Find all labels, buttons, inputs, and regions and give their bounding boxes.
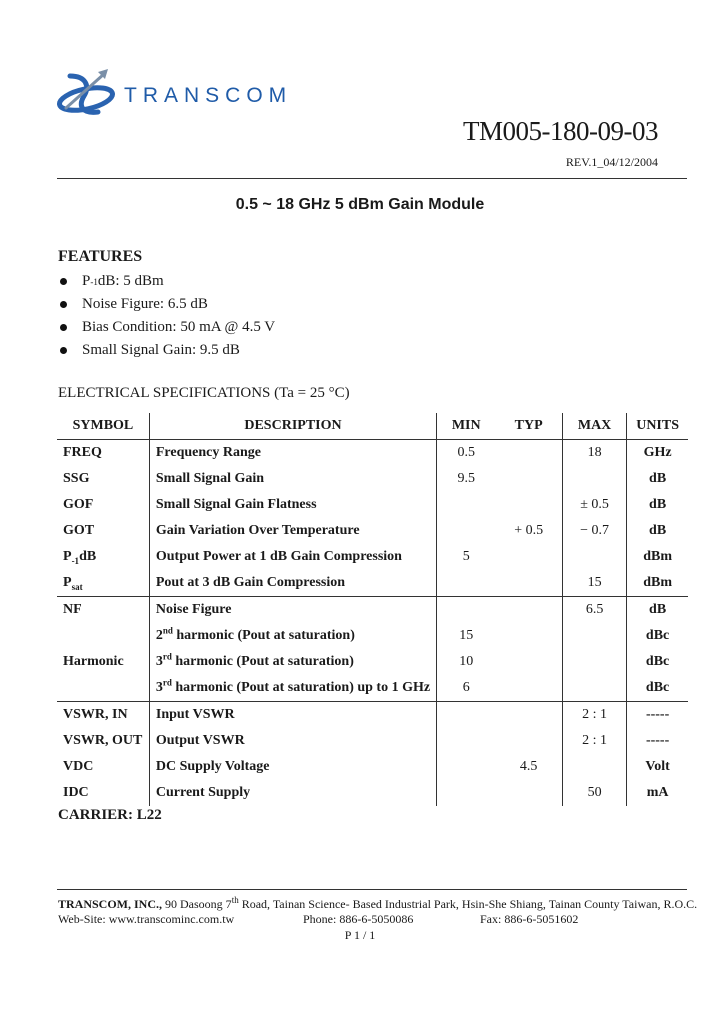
table-header-row — [57, 413, 688, 440]
transcom-logo-icon — [56, 66, 120, 120]
footer-address — [58, 897, 697, 912]
table-row: 2nd harmonic (Pout at saturation) 15 dBc — [57, 623, 688, 649]
table-row: GOT Gain Variation Over Temperature + 0.5 − 0.7 dB — [57, 518, 688, 544]
harmonic-desc: 3rd harmonic (Pout at saturation) up to 1 GHz — [149, 675, 436, 702]
column-header-units: UNITS — [627, 413, 688, 440]
carrier-label: CARRIER: L22 — [58, 807, 162, 823]
feature-item: Bias Condition: 50 mA @ 4.5 V — [58, 316, 275, 339]
table-row: $P_{-1}dB$ Output Power at 1 dB Gain Compression 5 dBm — [57, 544, 688, 570]
specifications-table — [57, 413, 688, 806]
column-header-typ: TYP — [495, 413, 562, 440]
column-header-max: MAX — [562, 413, 626, 440]
harmonic-desc: 2nd harmonic (Pout at saturation) — [149, 623, 436, 649]
column-header-symbol: SYMBOL — [57, 413, 149, 440]
table-row: GOF Small Signal Gain Flatness ± 0.5 dB — [57, 492, 688, 518]
feature-item: P -1 dB: 5 dBm — [58, 270, 275, 293]
symbol-p1db: $P_{-1}dB$ — [57, 544, 149, 570]
footer-contact — [58, 912, 688, 927]
table-row: FREQ Frequency Range 0.5 18 GHz — [57, 440, 688, 467]
document-title: 0.5 ~ 18 GHz 5 dBm Gain Module — [235, 196, 485, 213]
table-row: VSWR, IN Input VSWR 2 : 1 ----- — [57, 702, 688, 729]
header-divider — [57, 178, 687, 179]
table-row: $P_{sat}$ Pout at 3 dB Gain Compression 15 dBm — [57, 570, 688, 597]
table-row: VDC DC Supply Voltage 4.5 Volt — [57, 754, 688, 780]
table-row: Harmonic 3rd harmonic (Pout at saturation) 10 dBc — [57, 649, 688, 675]
column-header-description: DESCRIPTION — [149, 413, 436, 440]
company-logo — [56, 66, 292, 120]
table-row: VSWR, OUT Output VSWR 2 : 1 ----- — [57, 728, 688, 754]
column-header-min: MIN — [437, 413, 496, 440]
footer-fax: Fax: 886-6-5051602 — [480, 912, 579, 926]
footer-phone: Phone: 886-6-5050086 — [303, 912, 414, 926]
feature-item: Noise Figure: 6.5 dB — [58, 293, 275, 316]
specifications-heading: ELECTRICAL SPECIFICATIONS (Ta = 25 °C) — [58, 385, 350, 401]
footer-divider — [57, 889, 687, 890]
logo-text: TRANSCOM — [124, 84, 293, 107]
page-number: P 1 / 1 — [344, 928, 376, 942]
bullet-icon — [60, 301, 67, 308]
bullet-icon — [60, 278, 67, 285]
table-row: 3rd harmonic (Pout at saturation) up to 1 GHz 6 dBc — [57, 675, 688, 702]
revision-date: REV.1_04/12/2004 — [565, 155, 658, 169]
table-row: SSG Small Signal Gain 9.5 dB — [57, 466, 688, 492]
symbol-psat: $P_{sat}$ — [57, 570, 149, 597]
feature-item: Small Signal Gain: 9.5 dB — [58, 339, 275, 362]
features-list — [58, 270, 275, 362]
part-number: TM005-180-09-03 — [463, 116, 658, 146]
footer-website[interactable]: Web-Site: www.transcominc.com.tw — [58, 912, 235, 926]
features-heading: FEATURES — [58, 248, 143, 265]
harmonic-desc: 3rd harmonic (Pout at saturation) — [149, 649, 436, 675]
footer-company: TRANSCOM, INC., — [58, 897, 163, 911]
table-row: NF Noise Figure 6.5 dB — [57, 597, 688, 624]
table-row: IDC Current Supply 50 mA — [57, 780, 688, 806]
footer-address-text: 90 Dasoong 7th Road, Tainan Science- Based Industrial Park, Hsin-She Shiang, Tainan County Taiwan, R.O.C. — [165, 895, 698, 911]
bullet-icon — [60, 347, 67, 354]
bullet-icon — [60, 324, 67, 331]
